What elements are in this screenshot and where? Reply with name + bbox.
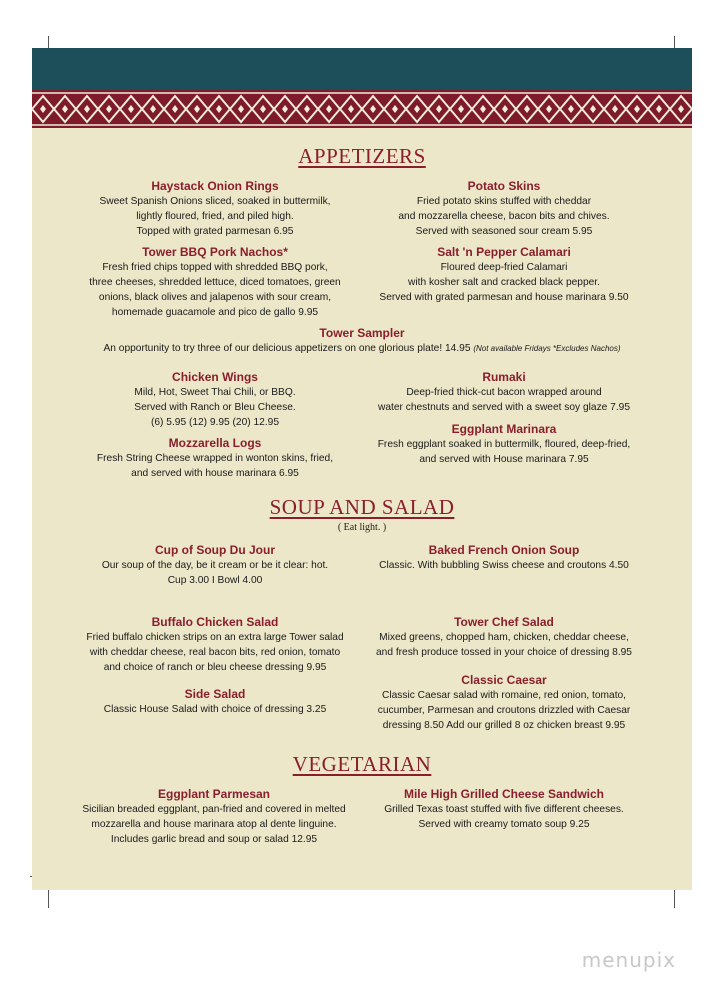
item-description: Fresh String Cheese wrapped in wonton skins, fried, and served with house marinara 6.95 (96, 453, 334, 479)
item-description: Classic. With bubbling Swiss cheese and croutons 4.50 (379, 560, 629, 571)
item-title: Haystack Onion Rings (151, 179, 279, 193)
menu-item (80, 542, 350, 588)
item-title: Tower Sampler (319, 326, 405, 340)
item-description: Sicilian breaded eggplant, pan-fried and covered in melted mozzarella and house marinara atop al dente linguine. Includes garlic bread and soup or salad 12.95 (82, 804, 346, 845)
item-description: Sweet Spanish Onions sliced, soaked in buttermilk, lightly floured, fried, and piled high. Topped with grated parmesan 6.95 (99, 196, 331, 237)
item-title: Eggplant Marinara (451, 422, 557, 436)
menu-item (80, 435, 350, 481)
item-description: Our soup of the day, be it cream or be it clear: hot. Cup 3.00 I Bowl 4.00 (101, 560, 329, 586)
menu-item (52, 325, 672, 356)
item-title: Rumaki (482, 370, 526, 384)
appetizers-heading: APPETIZERS (298, 144, 426, 168)
item-description: Fried potato skins stuffed with cheddar and mozzarella cheese, bacon bits and chives. Served with seasoned sour cream 5.95 (398, 196, 610, 237)
item-title: Baked French Onion Soup (428, 543, 580, 557)
item-description: Classic Caesar salad with romaine, red onion, tomato, cucumber, Parmesan and croutons drizzled with Caesar dressing 8.50 Add our grilled 8 oz chicken breast 9.95 (377, 690, 631, 731)
item-title: Chicken Wings (172, 370, 258, 384)
item-description: Deep-fried thick-cut bacon wrapped around water chestnuts and served with a sweet soy glaze 7.95 (378, 387, 630, 413)
menu-item (362, 244, 646, 305)
item-note: (Not available Fridays *Excludes Nachos) (473, 344, 621, 353)
item-title: Cup of Soup Du Jour (155, 543, 275, 557)
menu-item (80, 686, 350, 717)
menu-item (362, 421, 646, 467)
menu-item (80, 369, 350, 430)
menu-page (32, 48, 692, 890)
item-title: Buffalo Chicken Salad (151, 615, 279, 629)
menu-item (362, 542, 646, 573)
header-band (32, 48, 692, 90)
item-description: Classic House Salad with choice of dressing 3.25 (103, 704, 327, 715)
menu-item (362, 786, 646, 832)
item-title: Tower Chef Salad (454, 615, 554, 629)
menu-item (80, 614, 350, 675)
soup-salad-subheading: ( Eat light. ) (337, 522, 387, 533)
soup-salad-heading: SOUP AND SALAD (269, 495, 455, 519)
menu-item (362, 614, 646, 660)
item-description: Fresh fried chips topped with shredded BBQ pork, three cheeses, shredded lettuce, diced tomatoes, green onions, black olives and jalapenos with sour cream, homemade guacamole and pico de gallo 9.95 (89, 262, 341, 318)
item-description: Mixed greens, chopped ham, chicken, cheddar cheese, and fresh produce tossed in your choice of dressing 8.95 (376, 632, 632, 658)
menu-item (362, 672, 646, 733)
item-title: Mozzarella Logs (168, 436, 262, 450)
item-description: Floured deep-fried Calamari with kosher salt and cracked black pepper. Served with grated parmesan and house marinara 9.50 (379, 262, 629, 303)
item-title: Tower BBQ Pork Nachos* (142, 245, 288, 259)
menu-item (80, 244, 350, 320)
vegetarian-heading: VEGETARIAN (292, 752, 432, 776)
item-description: Fresh eggplant soaked in buttermilk, floured, deep-fried, and served with House marinara 7.95 (377, 439, 631, 465)
ornamental-border (32, 90, 692, 128)
item-title: Mile High Grilled Cheese Sandwich (403, 787, 605, 801)
menu-item (362, 369, 646, 415)
item-title: Eggplant Parmesan (157, 787, 271, 801)
menu-item (80, 178, 350, 239)
menu-item (362, 178, 646, 239)
item-title: Salt 'n Pepper Calamari (437, 245, 571, 259)
item-title: Side Salad (184, 687, 246, 701)
item-title: Classic Caesar (461, 673, 547, 687)
menu-item (72, 786, 356, 847)
watermark-logo: menupix (581, 948, 676, 972)
item-description: An opportunity to try three of our delicious appetizers on one glorious plate! 14.95 (103, 343, 471, 354)
item-description: Mild, Hot, Sweet Thai Chili, or BBQ. Served with Ranch or Bleu Cheese. (6) 5.95 (12) 9.95 (20) 12.95 (134, 387, 296, 428)
item-title: Potato Skins (467, 179, 541, 193)
item-description: Grilled Texas toast stuffed with five different cheeses. Served with creamy tomato soup 9.25 (384, 804, 624, 830)
item-description: Fried buffalo chicken strips on an extra large Tower salad with cheddar cheese, real bacon bits, red onion, tomato and choice of ranch or bleu cheese dressing 9.95 (86, 632, 344, 673)
